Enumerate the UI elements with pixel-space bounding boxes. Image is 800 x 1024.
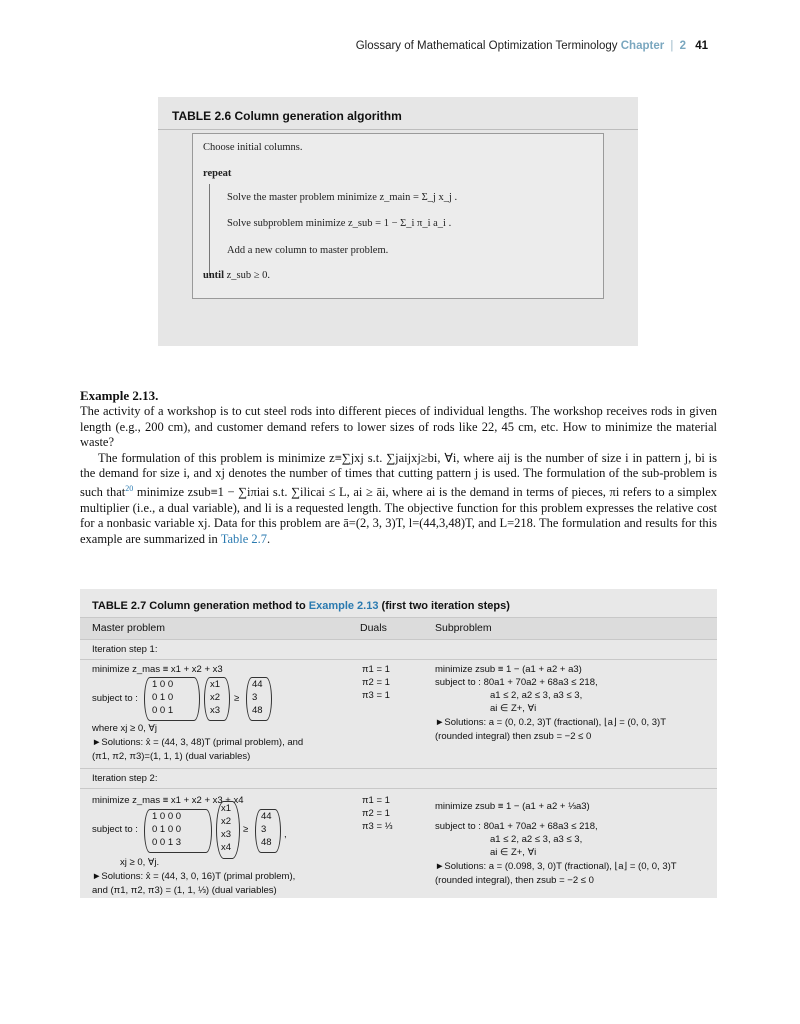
algo-repeat: repeat [203, 168, 232, 179]
step-1-x: x3 [210, 705, 221, 716]
step-2-x: x1 [221, 803, 232, 814]
step-1-label: Iteration step 1: [92, 644, 158, 655]
step-2-sub-constraint: subject to : 80a1 + 70a2 + 68a3 ≤ 218, [435, 821, 598, 832]
footnote-marker[interactable]: 20 [125, 484, 134, 494]
step-1-rhs-value: 3 [252, 692, 258, 703]
table-2-7-title [92, 600, 510, 612]
step-2-duals-solution: and (π1, π2, π3) = (1, 1, ⅓) (dual variables) [92, 885, 277, 896]
algo-add: Add a new column to master problem. [227, 245, 389, 256]
step-1-dual: π2 = 1 [362, 677, 390, 688]
step-1-objective: minimize z_mas ≡ x1 + x2 + x3 [92, 664, 223, 675]
step-1-nonneg: where xj ≥ 0, ∀j [92, 723, 158, 734]
step-2-rhs-value: 44 [261, 811, 272, 822]
table-2-7-title-suffix: (first two iteration steps) [378, 600, 510, 612]
chapter-label: Chapter [620, 40, 665, 52]
step-2-sub-solution: ►Solutions: a = (0.098, 3, 0)T (fractional), ⌊a⌋ = (0, 0, 3)T [435, 861, 677, 872]
table-2-7-title-prefix: TABLE 2.7 Column generation method to [92, 600, 309, 612]
step-2-relation: ≥ [243, 824, 249, 835]
step-2-objective: minimize z_mas ≡ x1 + x2 + x3 + x4 [92, 795, 244, 806]
algo-until: until [203, 270, 225, 281]
running-title: Glossary of Mathematical Optimization Terminology [355, 40, 618, 52]
step-1-x: x2 [210, 692, 221, 703]
step-1-sub-integrality: ai ∈ Z+, ∀i [490, 703, 537, 714]
running-header [356, 40, 708, 52]
step-2-x: x3 [221, 829, 232, 840]
example-paragraph-2 [80, 451, 717, 548]
step-1-sub-rounded: (rounded integral) then zsub = −2 ≤ 0 [435, 731, 592, 742]
header-divider: | [670, 40, 674, 52]
table-header-row [80, 617, 717, 640]
step-1-matrix-row: 0 1 0 [152, 692, 174, 703]
step-2-matrix-row: 1 0 0 0 [152, 811, 182, 822]
step-1-rhs-value: 44 [252, 679, 263, 690]
step-1-rhs-value: 48 [252, 705, 263, 716]
algorithm-box [192, 133, 604, 299]
step-1-divider [80, 639, 717, 640]
step-2-subject: subject to : [92, 824, 138, 835]
step-2-comma: , [284, 829, 287, 840]
step-1-dual: π3 = 1 [362, 690, 390, 701]
step-2-rhs-value: 48 [261, 837, 272, 848]
step-1-relation: ≥ [234, 693, 240, 704]
col-header-duals: Duals [360, 622, 387, 634]
algo-init: Choose initial columns. [203, 142, 303, 153]
step-2-dual: π1 = 1 [362, 795, 390, 806]
step-1-matrix-row: 0 0 1 [152, 705, 174, 716]
step-2-sub-bounds: a1 ≤ 2, a2 ≤ 3, a3 ≤ 3, [490, 834, 583, 845]
table-2-6 [158, 97, 638, 346]
chapter-number: 2 [679, 40, 686, 52]
step-1-body-divider [80, 659, 717, 660]
step-2-rhs-value: 3 [261, 824, 267, 835]
step-2-label: Iteration step 2: [92, 773, 158, 784]
step-2-sub-integrality: ai ∈ Z+, ∀i [490, 847, 537, 858]
algo-until-cond: z_sub ≥ 0. [226, 270, 271, 281]
example-title: Example 2.13. [80, 388, 159, 403]
algo-loop-bar [209, 184, 210, 276]
col-header-subproblem: Subproblem [435, 622, 492, 634]
step-1-sub-objective: minimize zsub ≡ 1 − (a1 + a2 + a3) [435, 664, 582, 675]
step-1-solution: ►Solutions: x̂ = (44, 3, 48)T (primal problem), and [92, 737, 304, 748]
step-1-matrix [152, 678, 173, 717]
example-paragraph-1: The activity of a workshop is to cut steel rods into different pieces of individual lengths. The workshop receives rods in given length (e.g., 200 cm), and customer demand refers to lower sizes of rods like 22, 45 cm, etc. How to minimize the material waste? [80, 404, 717, 450]
step-1-matrix-row: 1 0 0 [152, 679, 174, 690]
step-2-matrix-row: 0 0 1 3 [152, 837, 182, 848]
algo-sub: Solve subproblem minimize z_sub = 1 − Σ_i π_i a_i . [227, 218, 452, 229]
table-2-7 [80, 589, 717, 898]
algo-master: Solve the master problem minimize z_main = Σ_j x_j . [227, 192, 458, 203]
example-2-13 [80, 388, 717, 547]
step-1-rhs [252, 678, 263, 717]
step-2-sub-rounded: (rounded integral), then zsub = −2 ≤ 0 [435, 875, 594, 886]
table-2-6-rule [158, 129, 638, 130]
step-2-x: x2 [221, 816, 232, 827]
step-1-sub-constraint: subject to : 80a1 + 70a2 + 68a3 ≤ 218, [435, 677, 598, 688]
step-1-dual: π1 = 1 [362, 664, 390, 675]
step-1-subject: subject to : [92, 693, 138, 704]
step-1-x-vector [210, 678, 220, 717]
step-1-sub-bounds: a1 ≤ 2, a2 ≤ 3, a3 ≤ 3, [490, 690, 583, 701]
step-2-rhs [261, 810, 272, 849]
step-1-sub-solution: ►Solutions: a = (0, 0.2, 3)T (fractional), ⌊a⌋ = (0, 0, 3)T [435, 717, 667, 728]
step-2-dual: π2 = 1 [362, 808, 390, 819]
example-p2-part-b: minimize zsub≡1 − ∑iπiai s.t. ∑ilicai ≤ L, ai ≥ āi, where ai is the demand in terms of pieces, πi refers to a simplex multiplier (i.e., a dual variable), and li is a requested length. The objective function for this problem expresses the relative cost for a nonbasic variable xj. Data for this problem are ā=(2, 3, 3)T, l=(44,3,48)T, and L=218. The formulation and results for this example are summarized in [80, 485, 717, 546]
step-2-nonneg: xj ≥ 0, ∀j. [120, 857, 160, 868]
step-2-x: x4 [221, 842, 232, 853]
algo-until-line [203, 270, 270, 281]
step-2-x-vector [221, 802, 231, 854]
table-2-6-title: TABLE 2.6 Column generation algorithm [172, 109, 402, 123]
step-2-body-divider [80, 788, 717, 789]
step-2-divider [80, 768, 717, 769]
step-2-matrix-row: 0 1 0 0 [152, 824, 182, 835]
table-2-7-link[interactable]: Table 2.7 [220, 531, 268, 546]
step-1-x: x1 [210, 679, 221, 690]
example-p2-part-a: The formulation of this problem is minimize z≡∑jxj s.t. ∑jaijxj≥bi, ∀i, where aij is the number of size i in pattern j, bi is the demand for size i, and xj denotes the number of times that cutting pattern j is used. The formulation of the sub-problem is such that [80, 450, 717, 500]
step-2-solution: ►Solutions: x̂ = (44, 3, 0, 16)T (primal problem), [92, 871, 296, 882]
step-2-sub-objective: minimize zsub ≡ 1 − (a1 + a2 + ⅓a3) [435, 801, 590, 812]
step-2-dual: π3 = ⅓ [362, 821, 393, 832]
col-header-master: Master problem [92, 622, 165, 634]
step-1-duals-solution: (π1, π2, π3)=(1, 1, 1) (dual variables) [92, 751, 251, 762]
example-p2-end: . [267, 531, 271, 546]
page-number: 41 [695, 40, 708, 52]
step-2-matrix [152, 810, 181, 849]
example-2-13-link[interactable]: Example 2.13 [308, 600, 379, 612]
